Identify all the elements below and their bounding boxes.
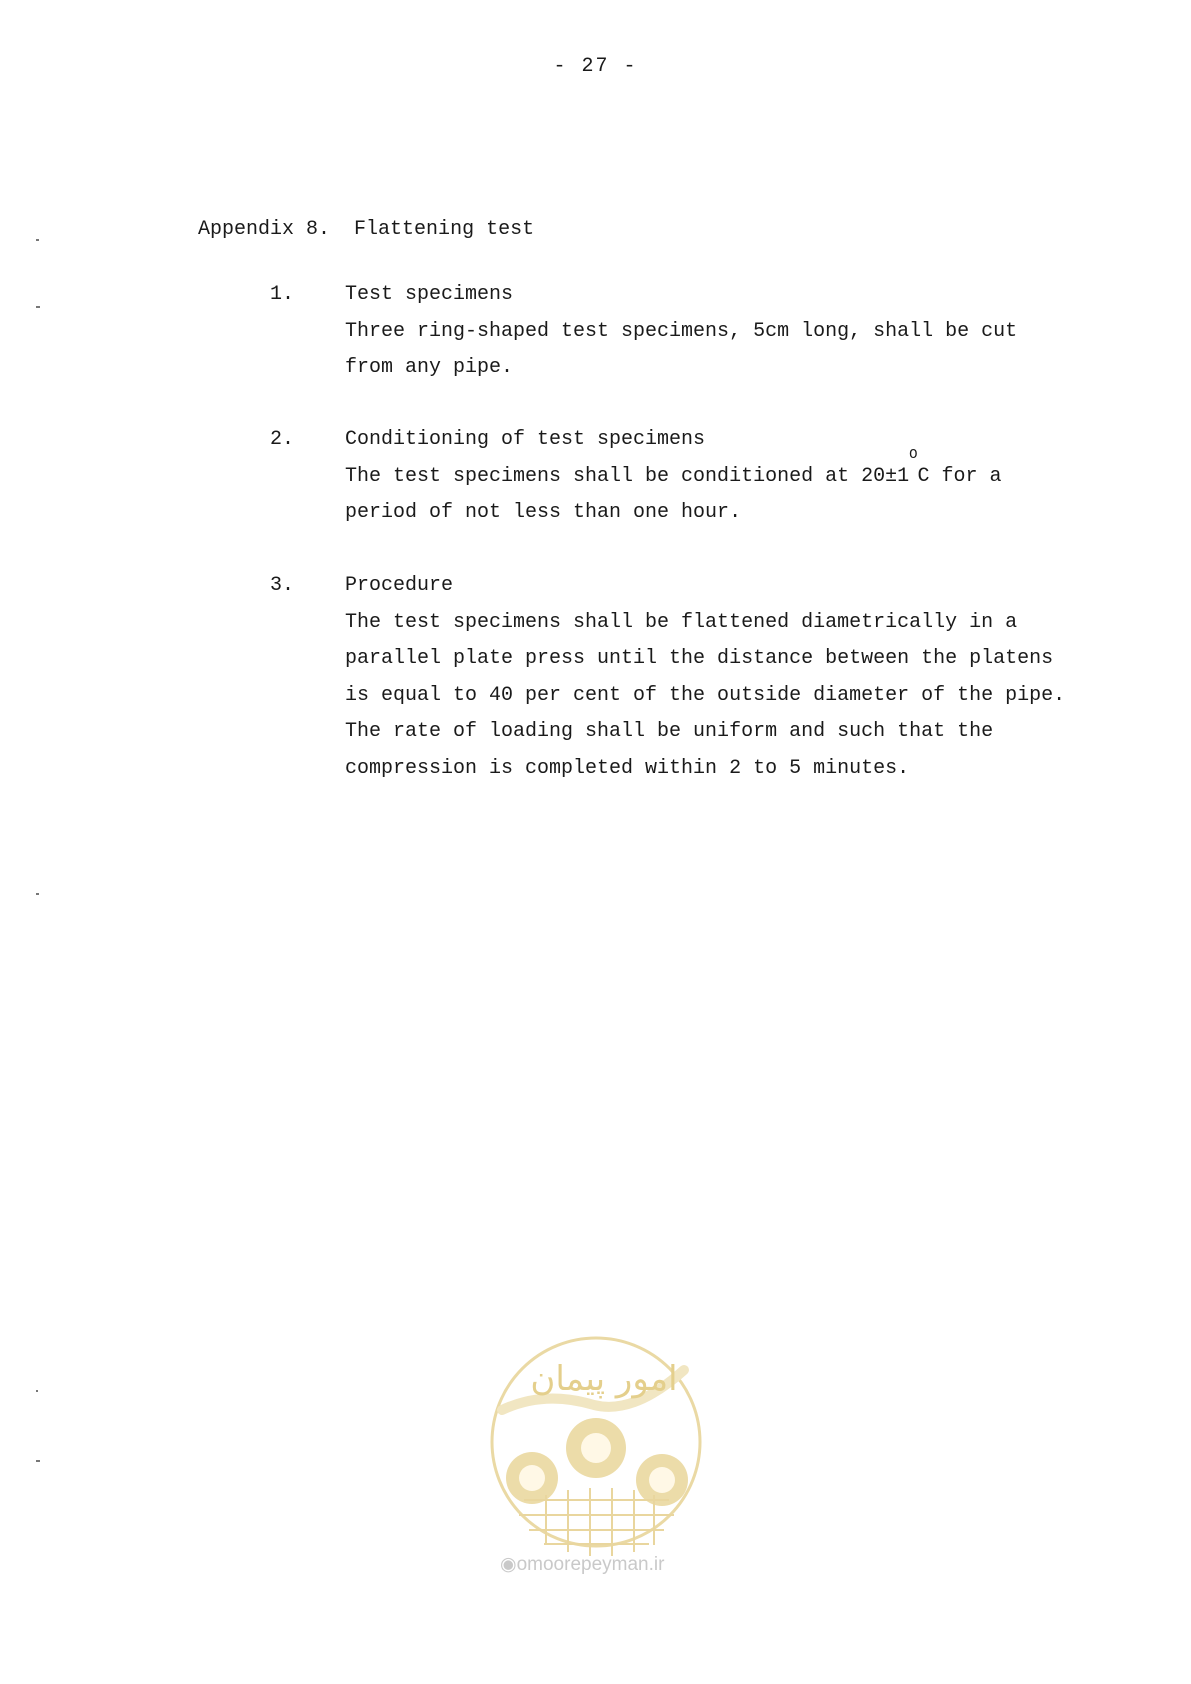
body-line: is equal to 40 per cent of the outside diameter of the pipe. [345, 683, 1066, 707]
scan-speck [36, 306, 40, 308]
watermark-logo-text: امور پیمان [530, 1359, 678, 1399]
body-line-text: C for a [917, 464, 1002, 488]
section-title: Procedure [345, 574, 454, 597]
body-line: parallel plate press until the distance between the platens [345, 647, 1054, 670]
excavator-icon [649, 1467, 675, 1493]
section-number: 3. [270, 574, 295, 597]
appendix-label: Appendix 8. [198, 218, 331, 241]
section-title: Conditioning of test specimens [345, 428, 706, 451]
scan-speck [36, 1390, 38, 1392]
watermark-site-label: omoorepeyman.ir [516, 1554, 665, 1575]
appendix-title: Flattening test [354, 218, 535, 241]
section-title: Test specimens [345, 283, 514, 306]
body-line: The rate of loading shall be uniform and such that the [345, 720, 994, 743]
scan-speck [36, 1460, 40, 1462]
scan-speck [36, 893, 39, 895]
degree-symbol: O [909, 446, 918, 463]
body-line [345, 446, 1135, 496]
body-line-text: The test specimens shall be conditioned at 20±1 [345, 464, 910, 488]
omoorepeyman-watermark-logo [484, 1330, 709, 1565]
body-line: period of not less than one hour. [345, 501, 742, 524]
body-line: compression is completed within 2 to 5 minutes. [345, 756, 910, 780]
body-line: from any pipe. [345, 356, 514, 379]
watermark-site-text: ◉omoorepeyman.ir [500, 1554, 665, 1575]
scale-icon [519, 1465, 545, 1491]
handshake-icon [581, 1433, 611, 1463]
section-number: 2. [270, 428, 295, 451]
body-line: Three ring-shaped test specimens, 5cm long, shall be cut [345, 319, 1018, 343]
body-line: The test specimens shall be flattened diametrically in a [345, 610, 1018, 634]
scan-speck [36, 239, 39, 241]
appendix-heading [198, 218, 534, 241]
page-number: - 27 - [553, 55, 638, 78]
section-number: 1. [270, 283, 295, 306]
